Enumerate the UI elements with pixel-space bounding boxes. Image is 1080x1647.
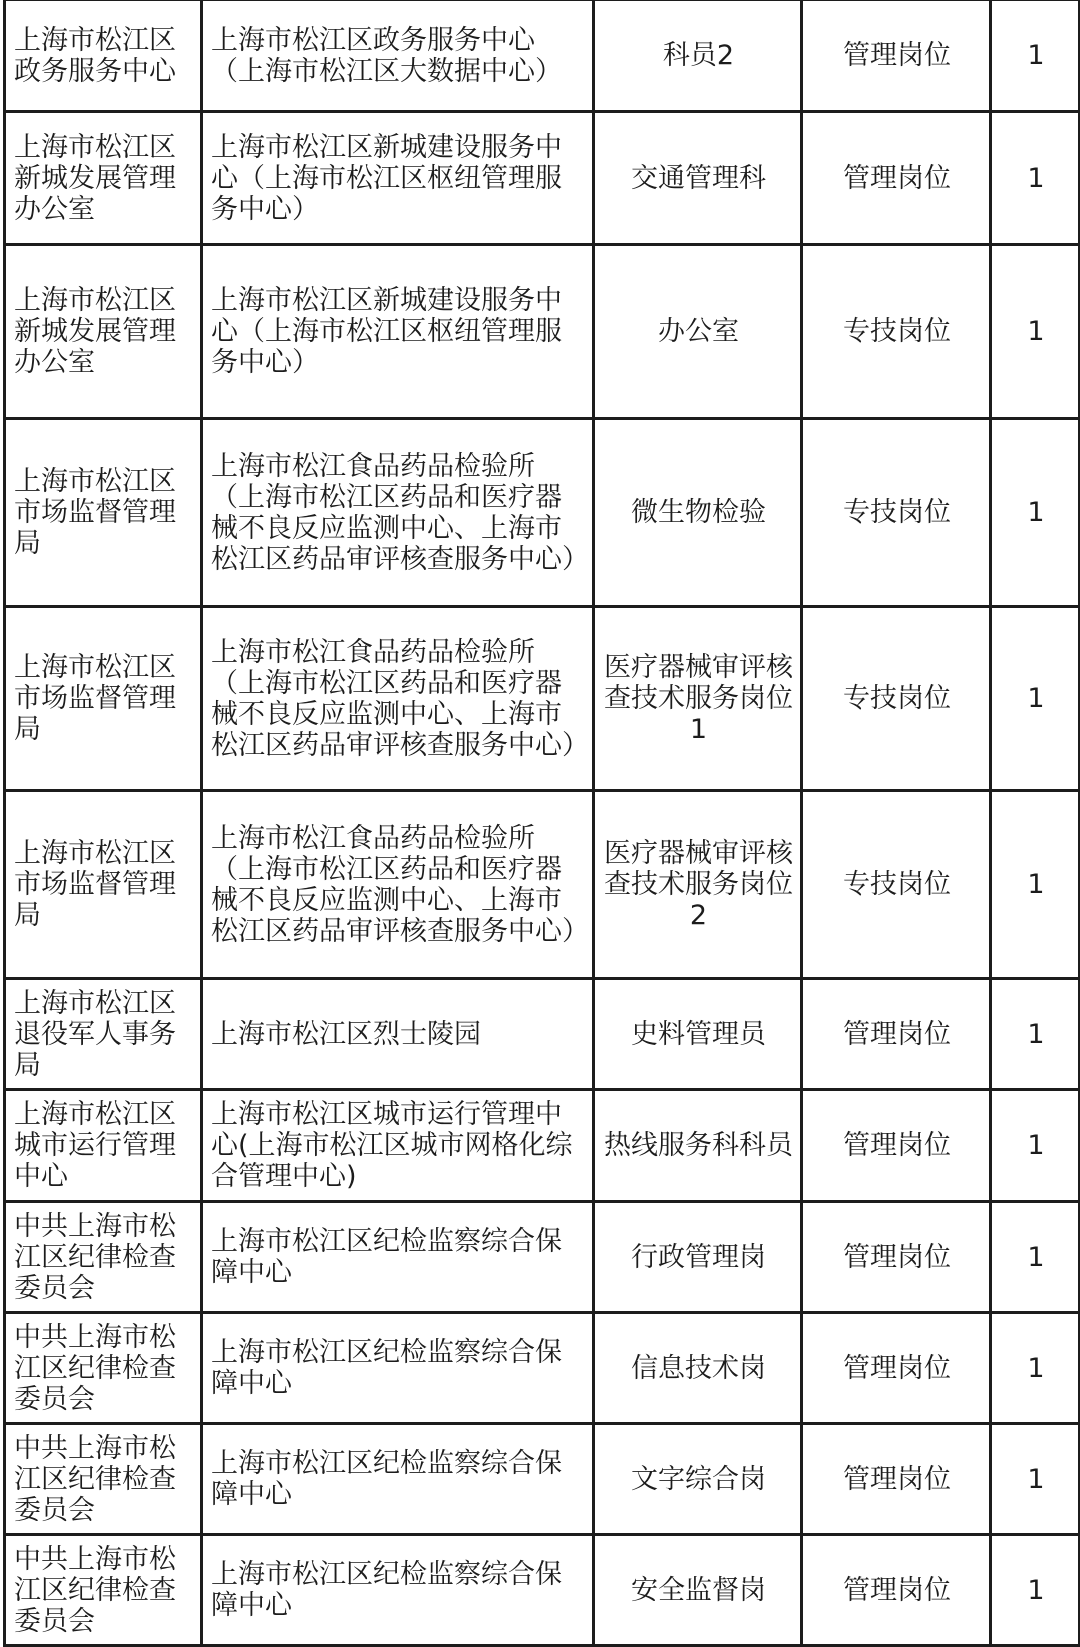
- department-cell: 上海市松江区市场监督管理局: [5, 791, 202, 979]
- department-cell: 上海市松江区新城发展管理办公室: [5, 245, 202, 419]
- category-cell: 管理岗位: [802, 1090, 991, 1202]
- position-cell: 医疗器械审评核查技术服务岗位1: [594, 607, 802, 791]
- headcount-cell: 1: [991, 1535, 1080, 1646]
- table-row: [5, 979, 1080, 1090]
- department-cell: 上海市松江区新城发展管理办公室: [5, 112, 202, 245]
- position-cell: 行政管理岗: [594, 1202, 802, 1313]
- table-row: [5, 1090, 1080, 1202]
- category-cell: 专技岗位: [802, 791, 991, 979]
- department-cell: 上海市松江区市场监督管理局: [5, 419, 202, 607]
- headcount-cell: 1: [991, 607, 1080, 791]
- category-cell: 管理岗位: [802, 1424, 991, 1535]
- headcount-cell: 1: [991, 1090, 1080, 1202]
- position-cell: 信息技术岗: [594, 1313, 802, 1424]
- position-cell: 史料管理员: [594, 979, 802, 1090]
- position-cell: 文字综合岗: [594, 1424, 802, 1535]
- table-row: [5, 419, 1080, 607]
- position-cell: 安全监督岗: [594, 1535, 802, 1646]
- department-cell: 上海市松江区城市运行管理中心: [5, 1090, 202, 1202]
- table-row: [5, 1202, 1080, 1313]
- category-cell: 管理岗位: [802, 0, 991, 112]
- table-row: [5, 1424, 1080, 1535]
- position-cell: 热线服务科科员: [594, 1090, 802, 1202]
- unit-cell: 上海市松江区政务服务中心（上海市松江区大数据中心）: [202, 0, 594, 112]
- category-cell: 专技岗位: [802, 419, 991, 607]
- table-row: [5, 607, 1080, 791]
- unit-cell: 上海市松江区纪检监察综合保障中心: [202, 1424, 594, 1535]
- unit-cell: 上海市松江区新城建设服务中心（上海市松江区枢纽管理服务中心）: [202, 245, 594, 419]
- unit-cell: 上海市松江区城市运行管理中心(上海市松江区城市网格化综合管理中心): [202, 1090, 594, 1202]
- table-row: [5, 1535, 1080, 1646]
- position-cell: 微生物检验: [594, 419, 802, 607]
- category-cell: 管理岗位: [802, 1313, 991, 1424]
- headcount-cell: 1: [991, 791, 1080, 979]
- unit-cell: 上海市松江区纪检监察综合保障中心: [202, 1202, 594, 1313]
- table-row: [5, 0, 1080, 112]
- unit-cell: 上海市松江区新城建设服务中心（上海市松江区枢纽管理服务中心）: [202, 112, 594, 245]
- unit-cell: 上海市松江区烈士陵园: [202, 979, 594, 1090]
- category-cell: 管理岗位: [802, 979, 991, 1090]
- table-row: [5, 1313, 1080, 1424]
- headcount-cell: 1: [991, 112, 1080, 245]
- unit-cell: 上海市松江区纪检监察综合保障中心: [202, 1535, 594, 1646]
- category-cell: 专技岗位: [802, 607, 991, 791]
- category-cell: 管理岗位: [802, 1535, 991, 1646]
- position-cell: 交通管理科: [594, 112, 802, 245]
- department-cell: 中共上海市松江区纪律检查委员会: [5, 1313, 202, 1424]
- table-row: [5, 245, 1080, 419]
- headcount-cell: 1: [991, 1313, 1080, 1424]
- headcount-cell: 1: [991, 245, 1080, 419]
- department-cell: 中共上海市松江区纪律检查委员会: [5, 1535, 202, 1646]
- table-body: [5, 0, 1080, 1646]
- category-cell: 管理岗位: [802, 112, 991, 245]
- headcount-cell: 1: [991, 1424, 1080, 1535]
- table-row: [5, 112, 1080, 245]
- department-cell: 上海市松江区政务服务中心: [5, 0, 202, 112]
- unit-cell: 上海市松江区纪检监察综合保障中心: [202, 1313, 594, 1424]
- position-cell: 医疗器械审评核查技术服务岗位2: [594, 791, 802, 979]
- table-row: [5, 791, 1080, 979]
- headcount-cell: 1: [991, 979, 1080, 1090]
- department-cell: 中共上海市松江区纪律检查委员会: [5, 1424, 202, 1535]
- headcount-cell: 1: [991, 0, 1080, 112]
- department-cell: 上海市松江区市场监督管理局: [5, 607, 202, 791]
- unit-cell: 上海市松江食品药品检验所（上海市松江区药品和医疗器械不良反应监测中心、上海市松江区药品审评核查服务中心）: [202, 791, 594, 979]
- position-cell: 科员2: [594, 0, 802, 112]
- unit-cell: 上海市松江食品药品检验所（上海市松江区药品和医疗器械不良反应监测中心、上海市松江区药品审评核查服务中心）: [202, 607, 594, 791]
- department-cell: 上海市松江区退役军人事务局: [5, 979, 202, 1090]
- category-cell: 管理岗位: [802, 1202, 991, 1313]
- department-cell: 中共上海市松江区纪律检查委员会: [5, 1202, 202, 1313]
- headcount-cell: 1: [991, 1202, 1080, 1313]
- unit-cell: 上海市松江食品药品检验所（上海市松江区药品和医疗器械不良反应监测中心、上海市松江区药品审评核查服务中心）: [202, 419, 594, 607]
- headcount-cell: 1: [991, 419, 1080, 607]
- category-cell: 专技岗位: [802, 245, 991, 419]
- position-cell: 办公室: [594, 245, 802, 419]
- job-positions-table: [3, 0, 1080, 1647]
